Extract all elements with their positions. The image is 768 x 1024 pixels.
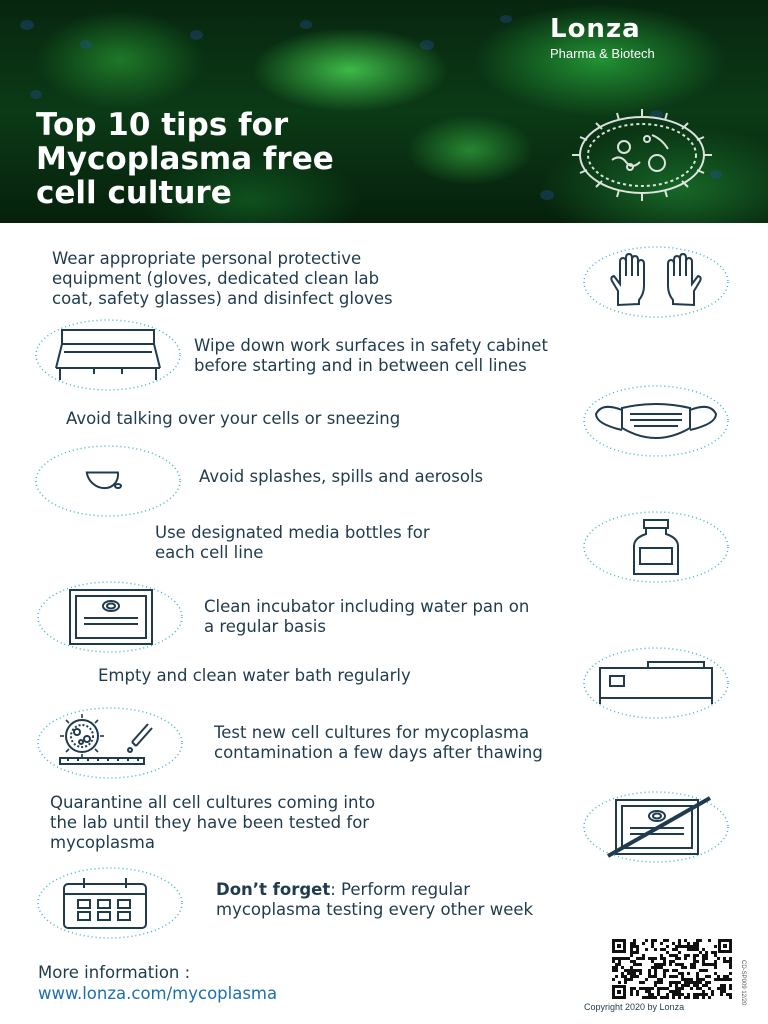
tip-2-text: Wipe down work surfaces in safety cabinet before starting and in between cell lines — [194, 336, 548, 375]
tip-4-text: Avoid splashes, spills and aerosols — [199, 467, 484, 486]
title-line-3: cell culture — [36, 175, 232, 211]
media-bottle-icon — [582, 510, 730, 584]
calendar-icon — [36, 866, 184, 940]
title-line-1: Top 10 tips for — [36, 107, 289, 143]
droplet-icon — [34, 444, 182, 518]
qr-code[interactable] — [610, 937, 734, 1001]
tip-8-text: Test new cell cultures for mycoplasma contamination a few days after thawing — [214, 723, 543, 762]
face-mask-icon — [582, 384, 730, 458]
page-title — [36, 108, 516, 210]
tip-10-rest: : Perform regular — [330, 880, 471, 899]
brand-subtitle: Pharma & Biotech — [550, 46, 655, 61]
tip-1-text: Wear appropriate personal protective equipment (gloves, dedicated clean lab coat, safety glasses) and disinfect gloves — [52, 249, 393, 308]
water-bath-icon — [582, 646, 730, 720]
document-number: CD-SP009 12/20 — [740, 960, 746, 1006]
safety-cabinet-icon — [34, 318, 182, 392]
more-info-label: More information : — [38, 963, 191, 982]
header-banner — [0, 0, 768, 223]
copyright-text: Copyright 2020 by Lonza — [584, 1002, 685, 1012]
tip-10-text: Don’t forget: Perform regular mycoplasma testing every other week — [216, 880, 534, 919]
test-culture-icon — [36, 706, 184, 780]
quarantine-incubator-icon — [582, 790, 730, 864]
tip-9-text: Quarantine all cell cultures coming into the lab until they have been tested for mycoplasma — [50, 793, 376, 852]
brand-name: Lonza — [550, 14, 641, 44]
tip-3-text: Avoid talking over your cells or sneezing — [66, 409, 401, 428]
tip-10-bold: Don’t forget — [216, 880, 331, 899]
tip-5-text: Use designated media bottles for each cell line — [155, 523, 430, 562]
more-info-link[interactable]: www.lonza.com/mycoplasma — [38, 984, 278, 1003]
tip-6-text: Clean incubator including water pan on a regular basis — [204, 597, 530, 636]
brand-logo — [550, 14, 750, 61]
mycoplasma-virus-icon — [552, 105, 732, 205]
tip-7-text: Empty and clean water bath regularly — [98, 666, 411, 685]
incubator-icon — [36, 580, 184, 654]
gloves-icon — [582, 245, 730, 319]
title-line-2: Mycoplasma free — [36, 141, 334, 177]
